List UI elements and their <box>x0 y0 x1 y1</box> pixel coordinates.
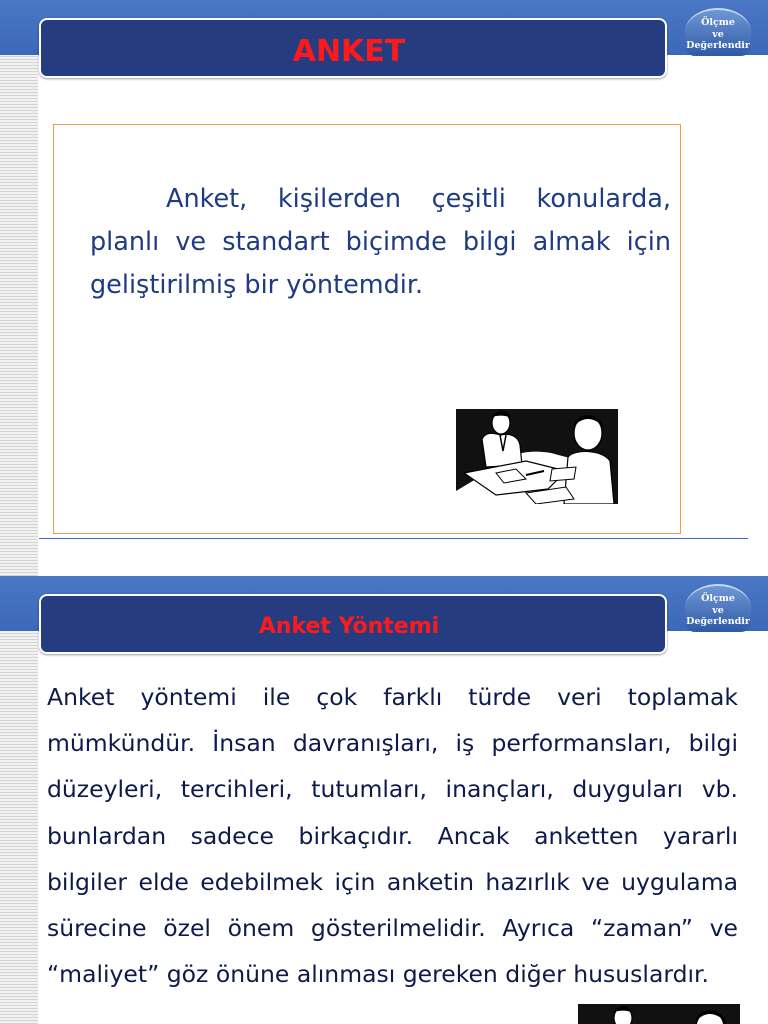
badge-line-3: Değerlendir <box>686 40 750 51</box>
left-stripe-decoration <box>0 631 38 1024</box>
slide-title: ANKET <box>292 34 406 69</box>
slide-title: Anket Yöntemi <box>258 614 440 639</box>
definition-text: Anket, kişilerden çeşitli konularda, planlı ve standart biçimde bilgi almak için geliştirilmiş bir yöntemdir. <box>90 184 671 300</box>
body-text: Anket yöntemi ile çok farklı türde veri toplamak mümkündür. İnsan davranışları, iş performansları, bilgi düzeyleri, tercihleri, tutumları, inançları, duyguları vb. bunlardan sadece birkaçıdır. Ancak anketten yararlı bilgiler elde edebilmek için anketin hazırlık ve uygulama sürecine özel önem gösterilmelidir. Ayrıca “zaman” ve “maliyet” göz önüne alınması gereken diğer hususlardır. <box>47 683 738 989</box>
badge-line-1: Ölçme <box>701 17 735 28</box>
badge-line-3: Değerlendir <box>686 616 750 627</box>
interview-illustration <box>456 409 618 504</box>
interview-illustration <box>578 1004 740 1024</box>
badge-line-1: Ölçme <box>701 593 735 604</box>
badge-line-2: ve <box>712 604 724 616</box>
left-stripe-decoration <box>0 55 38 576</box>
title-bar <box>39 594 667 654</box>
olcme-degerlendirme-badge <box>685 8 751 56</box>
title-bar <box>39 18 667 78</box>
slide-anket-yontemi <box>0 576 768 1024</box>
badge-line-2: ve <box>712 28 724 40</box>
olcme-degerlendirme-badge <box>685 584 751 632</box>
bottom-divider <box>39 538 748 539</box>
